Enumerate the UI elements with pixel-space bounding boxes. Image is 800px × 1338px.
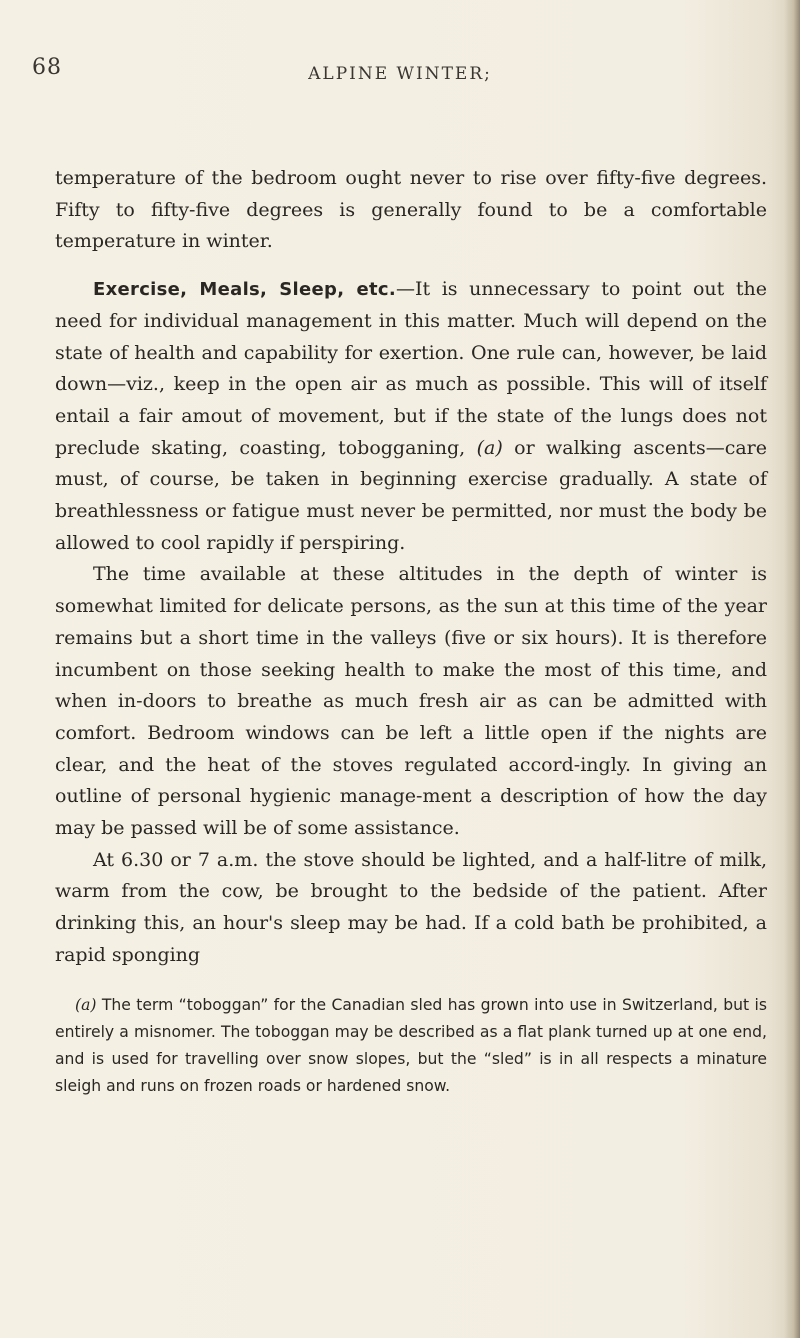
page-number: 68 [32, 55, 62, 80]
footnote [55, 992, 767, 1100]
running-head: ALPINE WINTER; [308, 64, 492, 84]
paragraph-2-text-a: —It is unnecessary to point out the need for individual management in this matter. Much will depend on the state of health and capability for exertion. One rule can, however, be laid down—viz., keep in the open air as much as possible. This will of itself entail a fair amout of movement, but if the state of the lungs does not preclude skating, coasting, tobogganing, [55, 278, 767, 459]
section-heading: Exercise, Meals, Sleep, etc. [93, 279, 396, 301]
paragraph-3: The time available at these altitudes in the depth of winter is somewhat limited for delicate persons, as the sun at this time of the year remains but a short time in the valleys (five or six hours). It is therefore incumbent on those seeking health to make the most of this time, and when in-doors to breathe as much fresh air as can be admitted with comfort. Bedroom windows can be left a little open if the nights are clear, and the heat of the stoves regulated accord-ingly. In giving an outline of personal hygienic manage-ment a description of how the day may be passed will be of some assistance. [55, 563, 767, 840]
footnote-paragraph [55, 992, 767, 1100]
paragraph-2-text-b: or walking ascents—care must, of course, be taken in beginning exercise gradually. A state of breathlessness or fatigue must never be permitted, nor must the body be allowed to cool rapidly if perspiring. [55, 436, 767, 554]
paragraph-1: temperature of the bedroom ought never to rise over fifty-five degrees. Fifty to fifty-five degrees is generally found to be a comfortable temperature in winter. [55, 167, 767, 253]
paragraph-2 [55, 274, 767, 559]
page-edge-shadow [784, 0, 800, 1338]
footnote-marker: (a) [75, 996, 97, 1014]
body-text [55, 163, 767, 972]
footnote-text: The term “toboggan” for the Canadian sled has grown into use in Switzerland, but is entirely a misnomer. The toboggan may be described as a flat plank turned up at one end, and is used for travelling over snow slopes, but the “sled” is in all respects a minature sleigh and runs on frozen roads or hardened snow. [55, 996, 767, 1095]
footnote-reference: (a) [476, 436, 503, 459]
paragraph-4: At 6.30 or 7 a.m. the stove should be lighted, and a half-litre of milk, warm from the cow, be brought to the bedside of the patient. After drinking this, an hour's sleep may be had. If a cold bath be prohibited, a rapid sponging [55, 848, 767, 966]
